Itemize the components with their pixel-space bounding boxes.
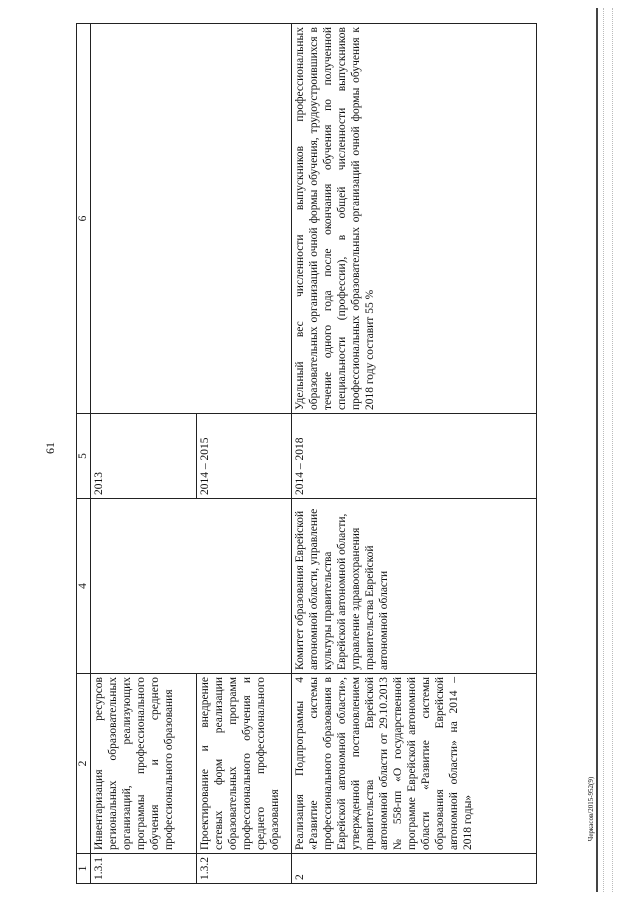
rotated-table-container	[76, 24, 596, 884]
period-cell: 2014 – 2018	[292, 414, 537, 499]
activity-cell: Проектирование и внедрение сетевых форм реализации образовательных программ профессионального обучения и среднего профессионального образования	[197, 674, 292, 854]
row-number: 2	[292, 854, 537, 884]
header-col-4: 4	[77, 499, 91, 674]
scan-edge-dots	[612, 8, 613, 892]
row-number: 1.3.2	[197, 854, 292, 884]
header-col-5: 5	[77, 414, 91, 499]
indicator-cell: Удельный вес численности выпускников профессиональных образовательных организаций очной формы обучения, трудоустроившихся в течение одного года после окончания обучения по полученной специальности (профессии), в общей численности выпускников профессиональных образовательных организаций очной формы обучения к 2018 году составит 55 %	[292, 24, 537, 414]
table-row	[292, 24, 537, 884]
executor-cell	[91, 499, 292, 674]
header-col-6: 6	[77, 24, 91, 414]
row-number: 1.3.1	[91, 854, 197, 884]
executor-cell: Комитет образования Еврейской автономной области, управление культуры правительства Еврейской автономной области, управление здравоохранения правительства Еврейской автономной области	[292, 499, 537, 674]
header-col-2: 2	[77, 674, 91, 854]
header-col-1: 1	[77, 854, 91, 884]
indicator-cell	[91, 24, 292, 414]
scan-edge-dots	[603, 8, 604, 892]
activity-cell: Реализация Подпрограммы 4 «Развитие системы профессионального образования в Еврейской автономной области», утвержденной постановлением правительства Еврейской автономной области от 29.10.2013 № 558-пп «О государственной программе Еврейской автономной области «Развитие системы образования Еврейской автономной области» на 2014 – 2018 годы»	[292, 674, 537, 854]
table-header-row	[77, 24, 91, 884]
period-cell: 2013	[91, 414, 197, 499]
table-row	[91, 24, 197, 884]
period-cell: 2014 – 2015	[197, 414, 292, 499]
footer-stamp: Черкасов/2015-952(9)	[587, 776, 595, 842]
page-number: 61	[43, 442, 57, 454]
plan-table	[76, 23, 537, 884]
activity-cell: Инвентаризация ресурсов региональных образовательных организаций, реализующих программы профессионального обучения и среднего профессионального образования	[91, 674, 197, 854]
